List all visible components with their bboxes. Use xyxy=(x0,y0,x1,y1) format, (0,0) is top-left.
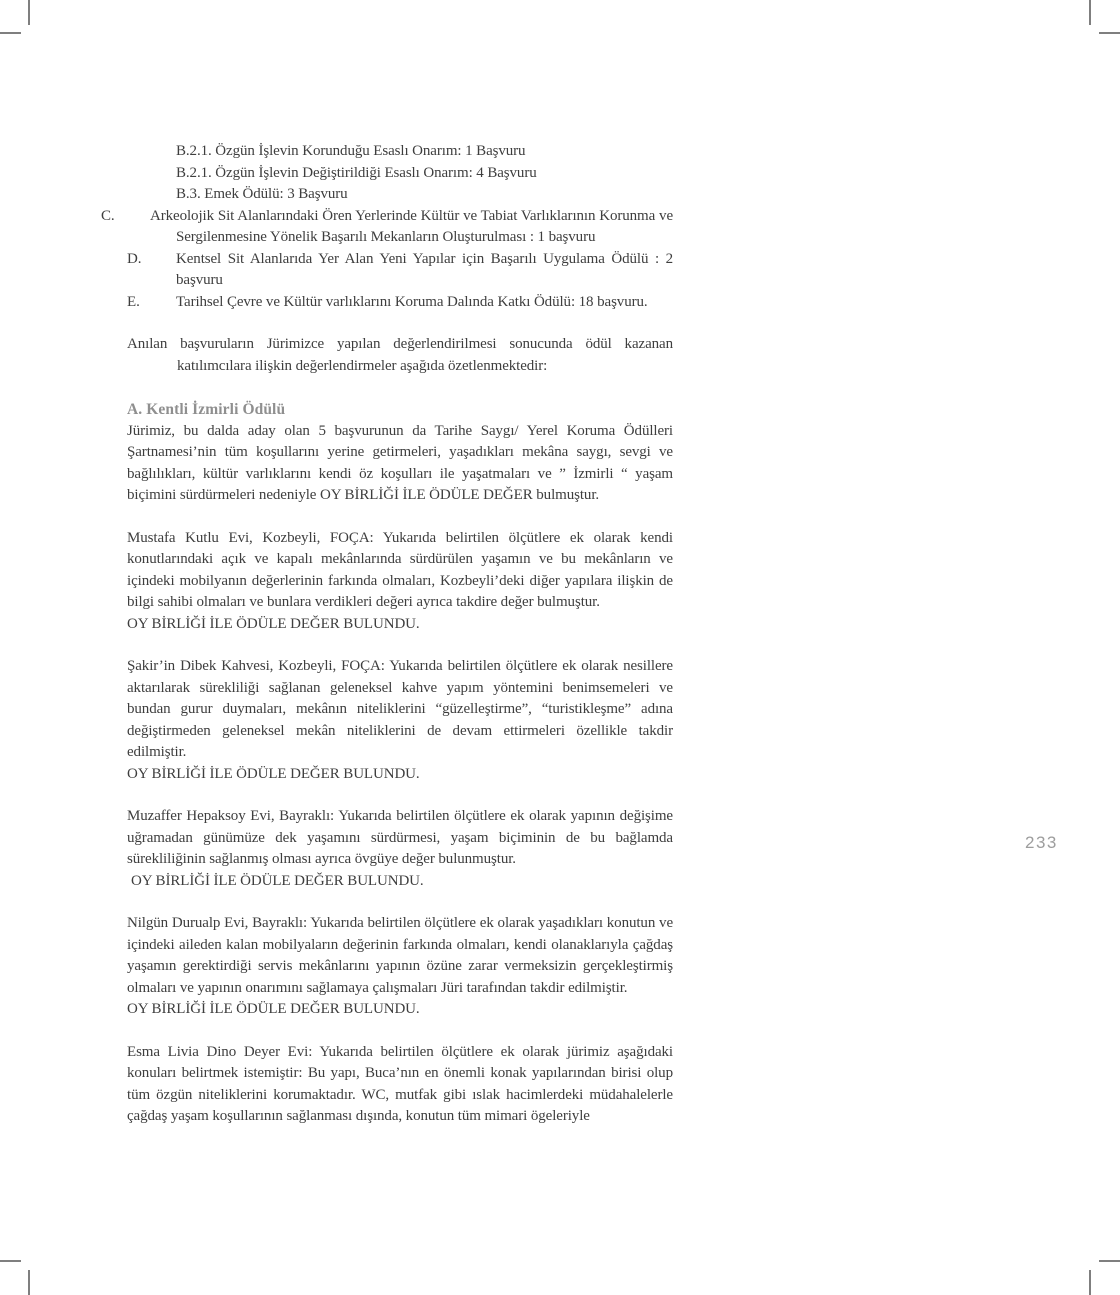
list-item: B.2.1. Özgün İşlevin Korunduğu Esaslı Onarım: 1 Başvuru xyxy=(176,143,526,159)
crop-mark-top-left-horizontal-icon xyxy=(0,32,21,34)
crop-mark-top-right-horizontal-icon xyxy=(1099,32,1120,34)
intro-paragraph: Anılan başvuruların Jürimizce yapılan değerlendirilmesi sonucunda ödül kazanan katılımcılara ilişkin değerlendirmeler aşağıda özetlenmektedir: xyxy=(127,336,673,374)
award-entry-body: Nilgün Durualp Evi, Bayraklı: Yukarıda belirtilen ölçütlere ek olarak yaşadıkları konutun ve içindeki aileden kalan mobilyaların değerinin farkında olmaları, kendi olanaklarıyla çağdaş yaşamın gerektirdiği servis mekânlarını yapının özüne zarar vermeksizin gerçekleştirmiş olmaları ve yapının onarımını sağlamaya çalışmaları Jüri tarafından takdir edilmiştir. xyxy=(127,915,673,996)
award-verdict: OY BİRLİĞİ İLE ÖDÜLE DEĞER BULUNDU. xyxy=(127,1001,420,1017)
crop-mark-top-left-vertical-icon xyxy=(28,0,30,25)
crop-mark-bottom-left-vertical-icon xyxy=(28,1270,30,1295)
list-item-label: E. xyxy=(127,293,140,310)
list-item: B.2.1. Özgün İşlevin Değiştirildiği Esaslı Onarım: 4 Başvuru xyxy=(176,164,537,181)
award-entry xyxy=(127,913,673,1021)
award-entry-body: Mustafa Kutlu Evi, Kozbeyli, FOÇA: Yukarıda belirtilen ölçütlere ek olarak kendi konutlarındaki açık ve kapalı mekânlarında sürdürülen yaşamın ve bu mekânların ve içindeki mobilyanın değerlerinin farkında olmaları, Kozbeyli’deki diğer yapılara ilişkin de bilgi sahibi olmaları ve bunlara verdikleri değeri ayrıca takdire değer bulmuştur. xyxy=(127,529,673,610)
list-item-text: Kentsel Sit Alanlarıda Yer Alan Yeni Yapılar için Başarılı Uygulama Ödülü : 2 başvuru xyxy=(176,250,673,288)
text-column xyxy=(101,141,673,1128)
award-verdict: OY BİRLİĞİ İLE ÖDÜLE DEĞER BULUNDU. xyxy=(127,765,420,782)
award-entry xyxy=(127,806,673,892)
award-entry-body: Muzaffer Hepaksoy Evi, Bayraklı: Yukarıda belirtilen ölçütlere ek olarak yapının değişime uğramadan günümüze dek yaşamını sürdürmesi, yaşam biçiminin de bu bağlamda sürekliliğinin sağlanmış olması ayrıca övgüye değer bulunmuştur. xyxy=(127,808,673,867)
award-verdict: OY BİRLİĞİ İLE ÖDÜLE DEĞER BULUNDU. xyxy=(127,615,420,632)
list-item-text: Arkeolojik Sit Alanlarındaki Ören Yerlerinde Kültür ve Tabiat Varlıklarının Korunma ve Sergilenmesine Yönelik Başarılı Mekanların Oluşturulması : 1 başvuru xyxy=(150,207,673,245)
crop-mark-bottom-right-horizontal-icon xyxy=(1099,1260,1120,1262)
section-heading: A. Kentli İzmirli Ödülü xyxy=(127,401,286,418)
crop-mark-bottom-right-vertical-icon xyxy=(1089,1270,1091,1295)
award-verdict: OY BİRLİĞİ İLE ÖDÜLE DEĞER BULUNDU. xyxy=(131,872,424,889)
list-item: B.3. Emek Ödülü: 3 Başvuru xyxy=(176,186,348,202)
award-entry xyxy=(127,656,673,785)
award-entry-body: Esma Livia Dino Deyer Evi: Yukarıda belirtilen ölçütlere ek olarak jürimiz aşağıdaki konuları belirtmek istemiştir: Bu yapı, Buca’nın en önemli konak yapılarından birisi olup tüm özgün niteliklerini korumaktadır. WC, mutfak gibi ıslak hacimlerdeki müdahalelerle çağdaş yaşam koşullarının sağlanması dışında, konutun tüm mimari ögeleriyle xyxy=(127,1043,673,1124)
list-item-label: D. xyxy=(127,250,142,267)
crop-mark-bottom-left-horizontal-icon xyxy=(0,1260,21,1262)
award-entry xyxy=(127,1042,673,1128)
award-categories-list xyxy=(101,141,673,313)
section-intro-paragraph: Jürimiz, bu dalda aday olan 5 başvurunun da Tarihe Saygı/ Yerel Koruma Ödülleri Şartnamesi’nin tüm koşullarını yerine getirmeleri, yaşadıkları mekâna saygı, sevgi ve bağlılıkları, kültür varlıklarını kendi öz koşulları ile yaşatmaları ve ” İzmirli “ yaşam biçimini sürdürmeleri nedeniyle OY BİRLİĞİ İLE ÖDÜLE DEĞER bulmuştur. xyxy=(127,422,673,503)
award-entry-body: Şakir’in Dibek Kahvesi, Kozbeyli, FOÇA: Yukarıda belirtilen ölçütlere ek olarak nesillere aktarılarak sürekliliği sağlanan geleneksel kahve yapım yöntemini benimsemeleri ve bundan gurur duymaları, mekânın niteliklerini “güzelleştirme”, “turistikleşme” adına değiştirmeden geleneksel mekân niteliklerini de devam ettirmeleri özellikle takdir edilmiştir. xyxy=(127,658,673,760)
crop-mark-top-right-vertical-icon xyxy=(1089,0,1091,25)
list-item xyxy=(127,292,673,314)
page-number: 233 xyxy=(1025,833,1058,852)
award-entry xyxy=(127,528,673,636)
list-item: C. Arkeolojik Sit Alanlarındaki Ören Yerlerinde Kültür ve Tabiat Varlıklarının Korunma ve Sergilenmesine Yönelik Başarılı Mekanların Oluşturulması : 1 başvuru xyxy=(101,207,673,245)
list-item-text: Tarihsel Çevre ve Kültür varlıklarını Koruma Dalında Katkı Ödülü: 18 başvuru. xyxy=(176,293,648,310)
list-item xyxy=(127,249,673,292)
